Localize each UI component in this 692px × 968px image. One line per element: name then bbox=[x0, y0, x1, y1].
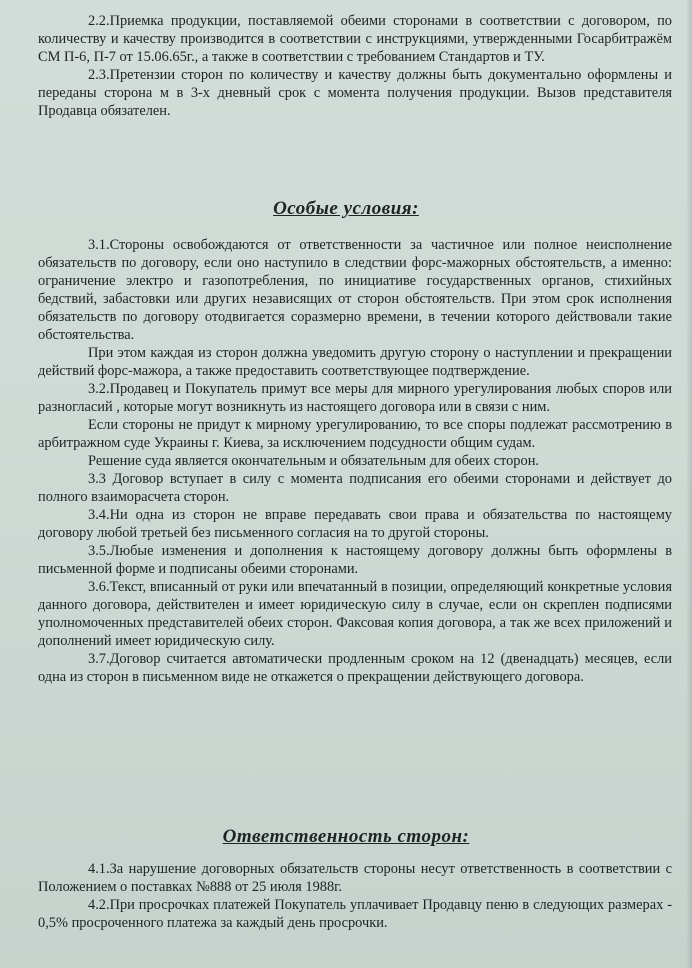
clause-4-1: 4.1.За нарушение договорных обязательств стороны несут ответственность в соответствии с Положением о поставках №888 от 25 июля 1988г. bbox=[38, 861, 672, 895]
clause-2-3: 2.3.Претензии сторон по количеству и качеству должны быть документально оформлены и переданы сторона м в 3-х дневный срок с момента получения продукции. Вызов представителя Продавца обязателен. bbox=[38, 67, 672, 119]
clause-3-2: 3.2.Продавец и Покупатель примут все меры для мирного урегулирования любых споров или разногласий , которые могут возникнуть из настоящего договора или в связи с ним. bbox=[38, 381, 672, 415]
clause-4-2: 4.2.При просрочках платежей Покупатель уплачивает Продавцу пеню в следующих размерах - 0,5% просроченного платежа за каждый день просрочки. bbox=[38, 897, 672, 931]
section-3-special-conditions bbox=[38, 236, 672, 686]
clause-3-1-notice: При этом каждая из сторон должна уведомить другую сторону о наступлении и прекращении действий форс-мажора, а также предоставить соответствующее подтверждение. bbox=[38, 345, 672, 379]
clause-3-7: 3.7.Договор считается автоматически продленным сроком на 12 (двенадцать) месяцев, если одна из сторон в письменном виде не откажется о прекращении действующего договора. bbox=[38, 651, 672, 685]
clause-3-6: 3.6.Текст, вписанный от руки или впечатанный в позиции, определяющий конкретные условия данного договора, действителен и имеет юридическую силу в случае, если он скреплен подписями уполномоченных представителей обеих сторон. Факсовая копия договора, а так же всех приложений и дополнений имеет юридическую силу. bbox=[38, 579, 672, 649]
special-conditions-heading: Особые условия: bbox=[273, 198, 419, 219]
page-edge-shadow bbox=[686, 0, 692, 968]
clause-3-2-arbitration: Если стороны не придут к мирному урегулированию, то все споры подлежат рассмотрению в арбитражном суде Украины г. Киева, за исключением подсудности общим судам. bbox=[38, 417, 672, 451]
clause-3-3: 3.3 Договор вступает в силу с момента подписания его обеими сторонами и действует до полного взаиморасчета сторон. bbox=[38, 471, 672, 505]
clause-3-2-decision: Решение суда является окончательным и обязательным для обеих сторон. bbox=[88, 453, 539, 469]
clause-3-1: 3.1.Стороны освобождаются от ответственности за частичное или полное неисполнение обязательств по договору, если оно наступило в следствии форс-мажорных обстоятельств, а именно: ограничение электро и газопотребления, по инициативе государственных органов, стихийных бедствий, забастовки или других независящих от сторон обстоятельств. При этом срок исполнения обязательств по договору отодвигается соразмерно времени, в течении которого действовали такие обстоятельства. bbox=[38, 237, 672, 343]
section-2-continued bbox=[38, 12, 672, 120]
liability-heading: Ответственность сторон: bbox=[222, 826, 470, 847]
clause-3-5: 3.5.Любые изменения и дополнения к настоящему договору должны быть оформлены в письменной форме и подписаны обеими сторонами. bbox=[38, 543, 672, 577]
section-4-liability bbox=[38, 860, 672, 932]
clause-2-2: 2.2.Приемка продукции, поставляемой обеими сторонами в соответствии с договором, по количеству и качеству производится в соответствии с инструкциями, утвержденными Госарбитражём СМ П-6, П-7 от 15.06.65г., а также в соответствии с требованием Стандартов и ТУ. bbox=[38, 13, 672, 65]
clause-3-4: 3.4.Ни одна из сторон не вправе передавать свои права и обязательства по настоящему договору любой третьей без письменного согласия на то другой стороны. bbox=[38, 507, 672, 541]
